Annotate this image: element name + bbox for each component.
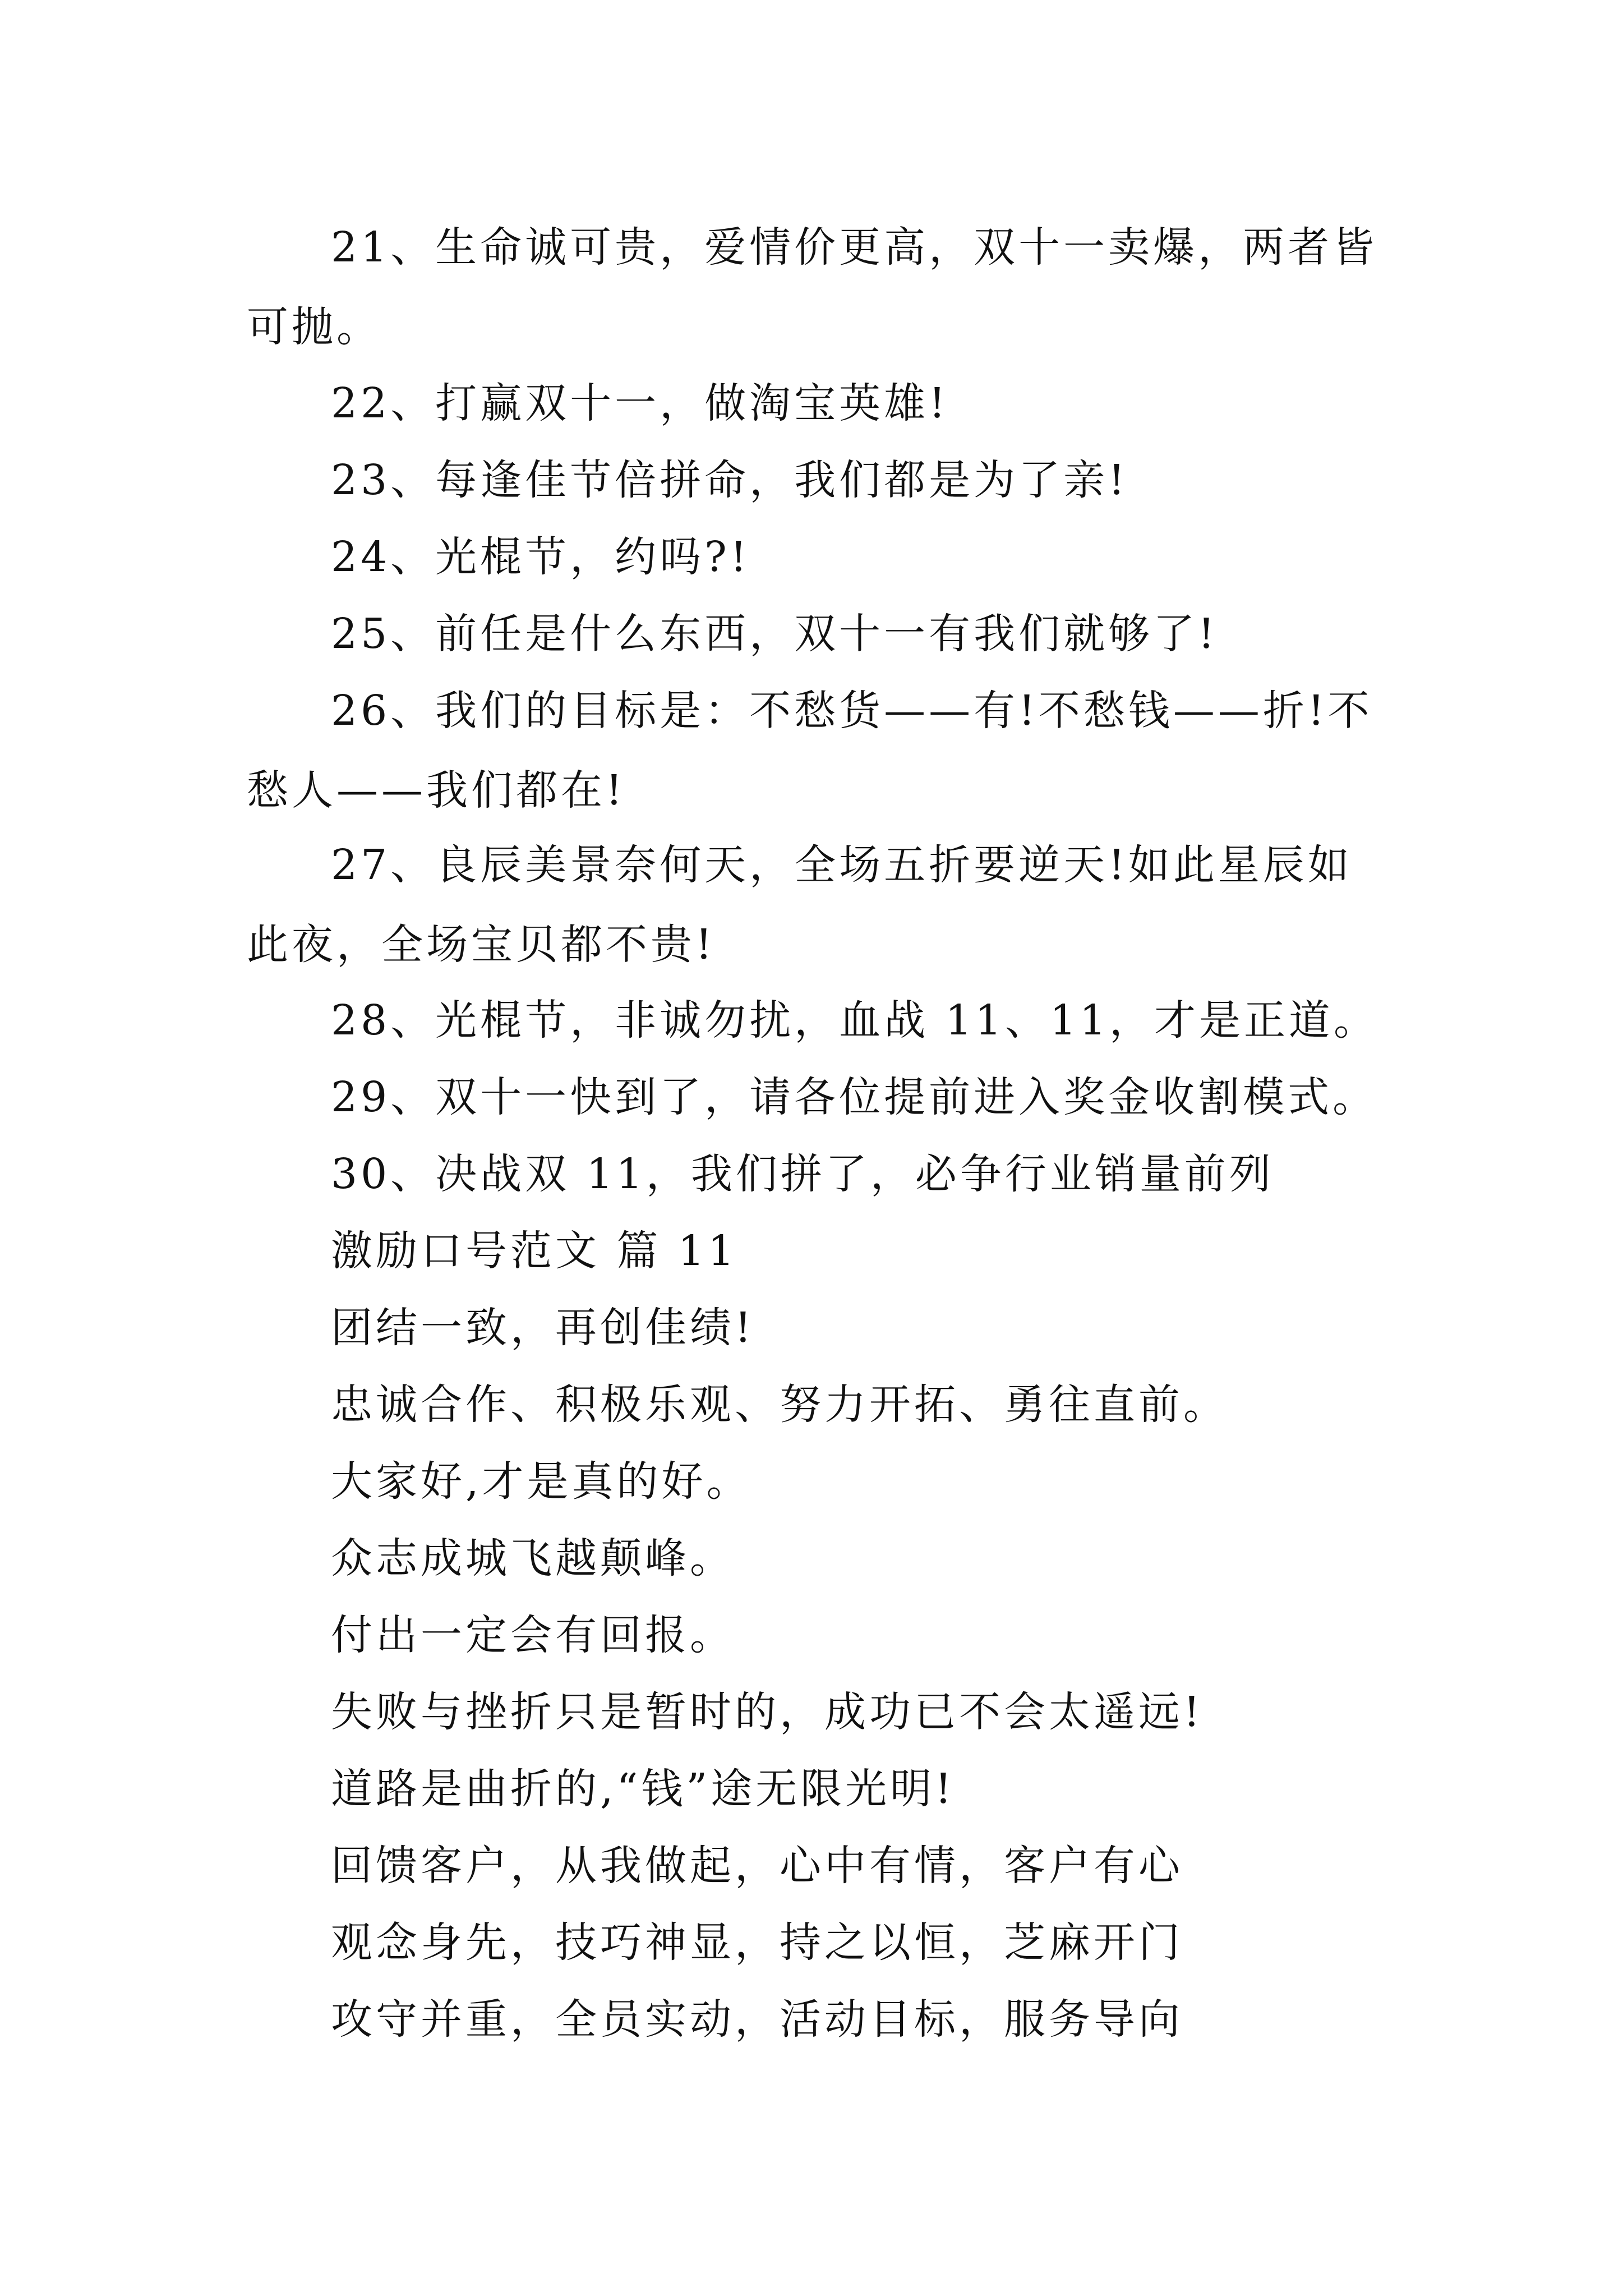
list-item-21: 21、生命诚可贵，爱情价更高，双十一卖爆，两者皆可抛。 bbox=[247, 223, 1378, 351]
slogan-line: 忠诚合作、积极乐观、努力开拓、勇往直前。 bbox=[331, 1381, 1228, 1429]
slogan-line: 观念身先，技巧神显，持之以恒，芝麻开门 bbox=[331, 1918, 1183, 1967]
slogan-line: 道路是曲折的,“钱”途无限光明! bbox=[331, 1765, 955, 1813]
list-item-28: 28、光棍节，非诚勿扰，血战 11、11，才是正道。 bbox=[331, 996, 1379, 1045]
list-item-25: 25、前任是什么东西，双十一有我们就够了! bbox=[331, 610, 1218, 658]
slogan-line: 大家好,才是真的好。 bbox=[331, 1457, 751, 1506]
slogan-line: 回馈客户，从我做起，心中有情，客户有心 bbox=[331, 1842, 1183, 1890]
list-item-24: 24、光棍节，约吗?! bbox=[331, 533, 750, 581]
list-item-30: 30、决战双 11，我们拼了，必争行业销量前列 bbox=[331, 1150, 1274, 1198]
slogan-line: 失败与挫折只是暂时的，成功已不会太遥远! bbox=[331, 1688, 1204, 1736]
slogan-line: 众志成城飞越颠峰。 bbox=[331, 1534, 735, 1582]
list-item-23: 23、每逢佳节倍拼命，我们都是为了亲! bbox=[331, 456, 1128, 504]
slogan-line: 付出一定会有回报。 bbox=[331, 1611, 735, 1659]
slogan-line: 攻守并重，全员实动，活动目标，服务导向 bbox=[331, 1995, 1183, 2044]
list-item-22: 22、打赢双十一，做淘宝英雄! bbox=[331, 379, 949, 427]
section-heading: 激励口号范文 篇 11 bbox=[331, 1227, 738, 1275]
slogan-line: 团结一致，再创佳绩! bbox=[331, 1304, 755, 1352]
list-item-29: 29、双十一快到了，请各位提前进入奖金收割模式。 bbox=[331, 1073, 1378, 1121]
list-item-27: 27、良辰美景奈何天，全场五折要逆天!如此星辰如此夜，全场宝贝都不贵! bbox=[247, 841, 1353, 969]
list-item-26: 26、我们的目标是：不愁货——有!不愁钱——折!不愁人——我们都在! bbox=[247, 687, 1373, 815]
